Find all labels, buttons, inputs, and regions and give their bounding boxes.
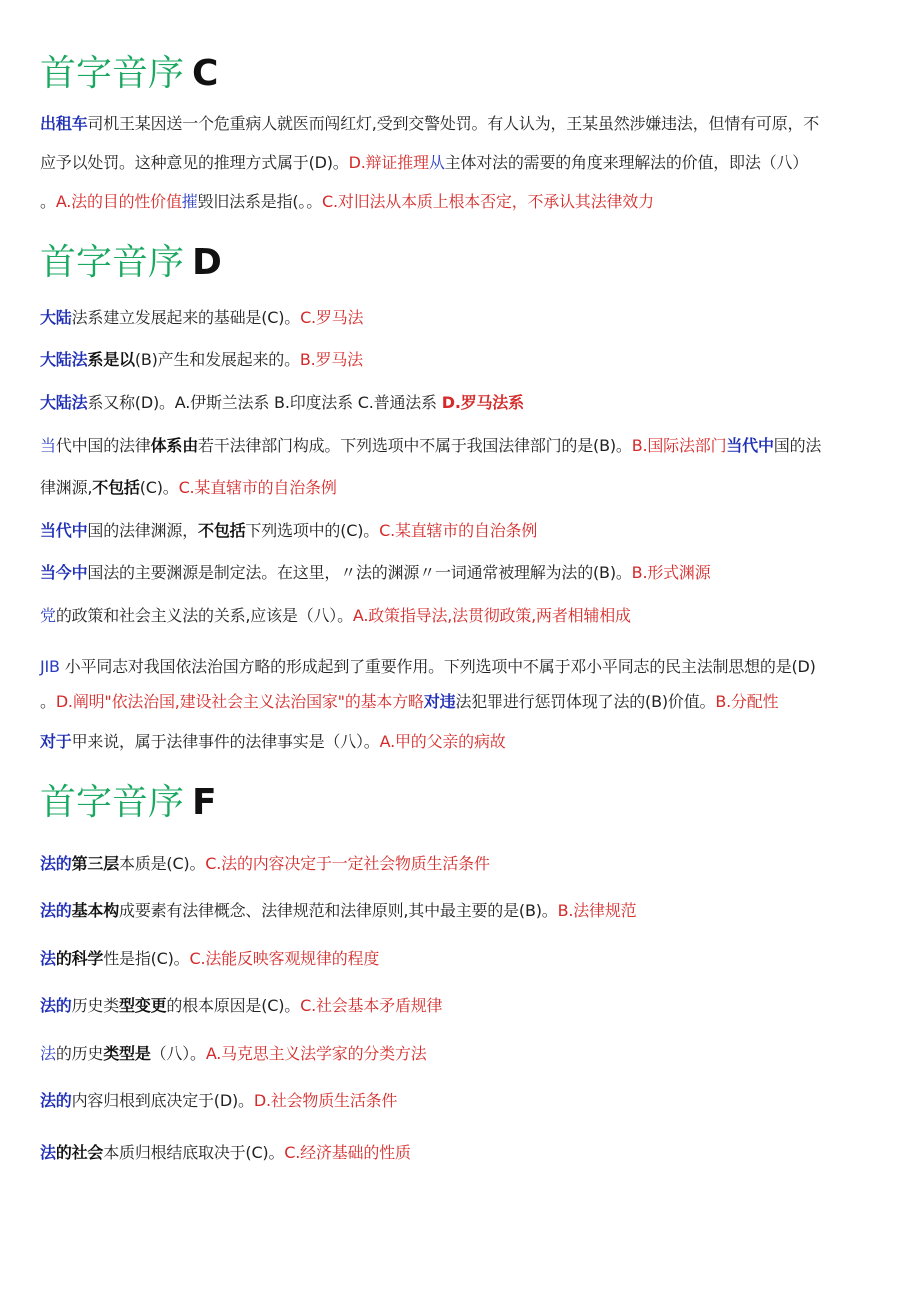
heading-letter: D <box>192 242 222 283</box>
text-run: D.阐明"依法治国,建设社会主义法治国家"的基本方略 <box>55 692 424 711</box>
text-run: 不包括 <box>92 478 140 497</box>
text-run: 从 <box>428 153 445 172</box>
text-run: A.政策指导法,法贯彻政策,两者相辅相成 <box>352 606 631 625</box>
text-run: 当今中 <box>40 563 88 582</box>
section-heading-d <box>40 241 222 285</box>
text-run: 内容归根到底决定于(D)。 <box>71 1091 254 1110</box>
text-run: 类型是 <box>103 1044 151 1063</box>
text-line <box>40 900 636 922</box>
text-run: 法系建立发展起来的基础是(C)。 <box>71 308 301 327</box>
text-run: 摧 <box>181 192 198 211</box>
text-run: 第三层 <box>71 854 120 873</box>
text-run: 司机王某因送一个危重病人就医而闯红灯,受到交警处罚。有人认为，王某虽然涉嫌违法，但情有可原，不 <box>87 114 820 133</box>
text-run: (B)产生和发展起来的。 <box>134 350 300 369</box>
text-run: 本质是(C)。 <box>119 854 206 873</box>
text-run: 下列选项中的(C)。 <box>245 521 380 540</box>
text-run: A.法的目的性价值 <box>55 192 182 211</box>
text-run: 代中国的法律 <box>55 436 151 455</box>
heading-letter: F <box>192 782 217 823</box>
text-run: C.对旧法从本质上根本否定，不承认其法律效力 <box>322 192 654 211</box>
text-run: 历史类 <box>71 996 120 1015</box>
text-run: 性是指(C)。 <box>103 949 190 968</box>
text-run: C.社会基本矛盾规律 <box>300 996 443 1015</box>
text-run: A.马克思主义法学家的分类方法 <box>205 1044 427 1063</box>
text-run: 成要素有法律概念、法律规范和法律原则,其中最主要的是(B)。 <box>119 901 558 920</box>
text-run: 的社会 <box>55 1143 104 1162</box>
text-line <box>40 392 524 414</box>
text-run: B.分配性 <box>715 692 779 711</box>
text-run: 法 <box>40 1044 56 1063</box>
text-run: 国的法律渊源， <box>87 521 199 540</box>
text-run: 体系由 <box>150 436 199 455</box>
text-run: B.罗马法 <box>299 350 363 369</box>
text-line <box>40 731 506 753</box>
text-run: 甲来说，属于法律事件的法律事实是（八）。 <box>71 732 380 751</box>
section-heading-f <box>40 781 217 825</box>
text-run: 出租车 <box>40 114 88 133</box>
text-run: JIB <box>40 657 60 676</box>
text-line <box>40 520 537 542</box>
text-run: 系是以 <box>87 350 135 369</box>
text-line <box>40 995 442 1017</box>
text-line <box>40 1142 411 1164</box>
heading-letter: C <box>192 53 219 94</box>
text-line <box>40 691 778 713</box>
text-run: A.甲的父亲的病故 <box>379 732 506 751</box>
text-run: 应予以处罚。这种意见的推理方式属于(D)。 <box>40 153 349 172</box>
text-run: 律渊源, <box>40 478 93 497</box>
text-run: 国法的主要渊源是制定法。在这里，〃法的渊源〃一词通常被理解为法的(B)。 <box>87 563 632 582</box>
heading-text: 首字音序 <box>40 242 185 283</box>
text-run: C.某直辖市的自治条例 <box>178 478 337 497</box>
text-run: 不包括 <box>198 521 246 540</box>
text-run: 对违 <box>423 692 456 711</box>
text-run: 当 <box>40 436 56 455</box>
text-run: C.法的内容决定于一定社会物质生活条件 <box>205 854 490 873</box>
text-line <box>40 1043 427 1065</box>
text-run: 的科学 <box>55 949 104 968</box>
text-run: 法的 <box>40 854 72 873</box>
text-run: 对于 <box>40 732 72 751</box>
text-run: 小平同志对我国依法治国方略的形成起到了重要作用。下列选项中不属于邓小平同志的民主法制思想的是(D) <box>59 657 816 676</box>
text-line <box>40 656 816 678</box>
text-run: 的根本原因是(C)。 <box>166 996 301 1015</box>
text-run: 当代中 <box>40 521 88 540</box>
text-run: B.国际法部门 <box>631 436 727 455</box>
text-run: 法 <box>40 1143 56 1162</box>
text-run: 型变更 <box>119 996 167 1015</box>
text-run: 法 <box>40 949 56 968</box>
text-run: D.辩证推理 <box>348 153 429 172</box>
text-run: 法的 <box>40 901 72 920</box>
text-run: 法的 <box>40 1091 72 1110</box>
text-run: C.法能反映客观规律的程度 <box>189 949 380 968</box>
text-line <box>40 477 337 499</box>
text-run: D.罗马法系 <box>441 393 524 412</box>
text-line <box>40 562 711 584</box>
text-line <box>40 605 631 627</box>
text-run: 的历史 <box>55 1044 104 1063</box>
heading-text: 首字音序 <box>40 782 185 823</box>
text-run: B.法律规范 <box>557 901 637 920</box>
text-line <box>40 152 808 174</box>
text-line <box>40 1090 397 1112</box>
text-run: 基本构 <box>71 901 120 920</box>
text-run: 党 <box>40 606 56 625</box>
text-run: 若干法律部门构成。下列选项中不属于我国法律部门的是(B)。 <box>198 436 632 455</box>
text-run: 主体对法的需要的角度来理解法的价值，即法（八） <box>444 153 809 172</box>
text-run: 本质归根结底取决于(C)。 <box>103 1143 285 1162</box>
text-run: 法犯罪进行惩罚体现了法的(B)价值。 <box>455 692 716 711</box>
text-run: 国的法 <box>773 436 822 455</box>
text-line <box>40 435 821 457</box>
text-line <box>40 113 819 135</box>
text-run: (C)。 <box>139 478 179 497</box>
text-run: C.某直辖市的自治条例 <box>379 521 538 540</box>
text-line <box>40 349 363 371</box>
text-line <box>40 853 490 875</box>
text-run: （八）。 <box>150 1044 206 1063</box>
section-heading-c <box>40 52 218 96</box>
text-run: B.形式渊源 <box>631 563 711 582</box>
text-run: C.经济基础的性质 <box>284 1143 411 1162</box>
text-line <box>40 191 654 213</box>
text-run: 毁旧法系是指(。。 <box>197 192 323 211</box>
text-run: 。 <box>40 692 56 711</box>
text-run: 大陆 <box>40 308 72 327</box>
text-run: C.罗马法 <box>300 308 364 327</box>
text-run: 。 <box>40 192 56 211</box>
text-run: 大陆法 <box>40 393 88 412</box>
text-line <box>40 948 379 970</box>
text-run: 大陆法 <box>40 350 88 369</box>
text-line <box>40 307 363 329</box>
text-run: 当代中 <box>726 436 774 455</box>
text-run: D.社会物质生活条件 <box>253 1091 398 1110</box>
text-run: 的政策和社会主义法的关系,应该是（八）。 <box>55 606 353 625</box>
text-run: 法的 <box>40 996 72 1015</box>
text-run: 系又称(D)。A.伊斯兰法系 B.印度法系 C.普通法系 <box>87 393 442 412</box>
heading-text: 首字音序 <box>40 53 185 94</box>
